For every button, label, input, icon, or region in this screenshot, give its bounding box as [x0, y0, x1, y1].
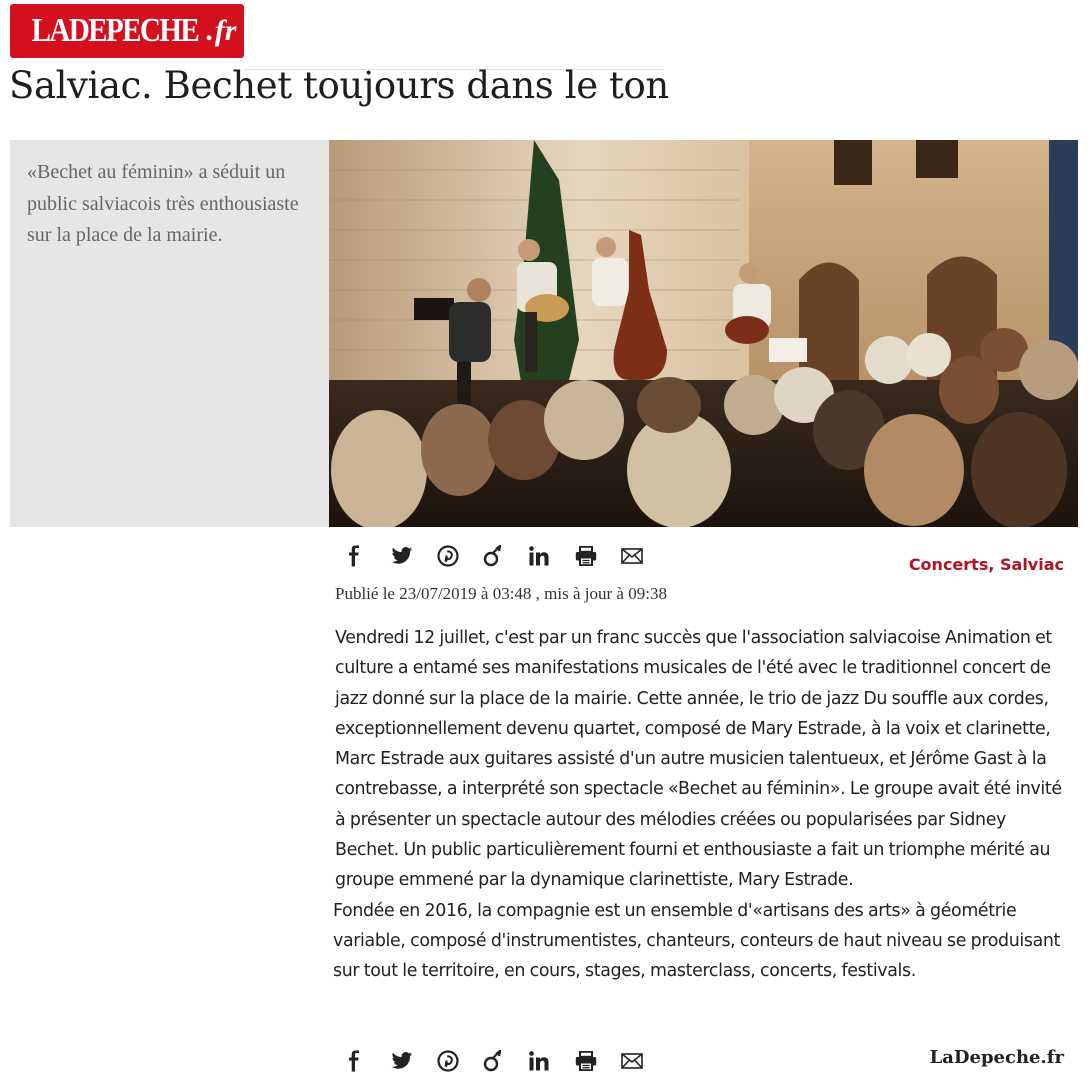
article-tags [909, 555, 1064, 574]
photo-caption: «Bechet au féminin» a séduit un public salviacois très enthousiaste sur la place de la mairie. [27, 161, 299, 246]
print-icon[interactable] [575, 542, 621, 570]
linkedin-icon[interactable] [529, 1047, 575, 1075]
pinterest-icon[interactable] [437, 1047, 483, 1075]
article-photo[interactable] [329, 140, 1078, 527]
logo-dot: . [205, 14, 213, 47]
article-title: Salviac. Bechet toujours dans le ton [9, 64, 669, 107]
article-body [335, 623, 1068, 987]
photo-caption-box [10, 140, 329, 527]
email-icon[interactable] [621, 1047, 667, 1075]
tag-link-salviac[interactable]: Salviac [1000, 555, 1064, 574]
share-bar-bottom [345, 1047, 667, 1075]
share-bar-top [345, 542, 667, 570]
twitter-icon[interactable] [391, 1047, 437, 1075]
footer-brand: LaDepeche.fr [929, 1047, 1064, 1068]
tag-link-concerts[interactable]: Concerts [908, 555, 989, 574]
logo-fr: fr [214, 14, 237, 47]
linkedin-icon[interactable] [529, 542, 575, 570]
publication-date: Publié le 23/07/2019 à 03:48 , mis à jour à 09:38 [335, 584, 667, 603]
viadeo-icon[interactable] [483, 542, 529, 570]
email-icon[interactable] [621, 542, 667, 570]
concert-photo-illustration [329, 140, 1078, 527]
article-paragraph-2: Fondée en 2016, la compagnie est un ensemble d'«artisans des arts» à géométrie variable, composé d'instrumentistes, chanteurs, conteurs de haut niveau se produisant sur tout le territoire, en cours, stages, masterclass, concerts, festivals. [333, 900, 1061, 982]
site-logo[interactable] [10, 4, 244, 58]
facebook-icon[interactable] [345, 542, 391, 570]
tag-separator: , [988, 555, 995, 574]
logo-wordmark: LADEPECHE [31, 12, 198, 49]
twitter-icon[interactable] [391, 542, 437, 570]
article-paragraph-1: Vendredi 12 juillet, c'est par un franc succès que l'association salviacoise Animation et culture a entamé ses manifestations musicales de l'été avec le traditionnel concert de jazz donné sur la place de la mairie. Cette année, le trio de jazz Du souffle aux cordes, exceptionnellement devenu quartet, composé de Mary Estrade, à la voix et clarinette, Marc Estrade aux guitares assisté d'un autre musicien talentueux, et Jérôme Gast à la contrebasse, a interprété son spectacle «Bechet au féminin». Le groupe avait été invité à présenter un spectacle autour des mélodies créées ou popularisées par Sidney Bechet. Un public particulièrement fourni et enthousiaste a fait un triomphe mérité au groupe emmené par la dynamique clarinettiste, Mary Estrade. [335, 628, 1062, 891]
print-icon[interactable] [575, 1047, 621, 1075]
facebook-icon[interactable] [345, 1047, 391, 1075]
viadeo-icon[interactable] [483, 1047, 529, 1075]
pinterest-icon[interactable] [437, 542, 483, 570]
